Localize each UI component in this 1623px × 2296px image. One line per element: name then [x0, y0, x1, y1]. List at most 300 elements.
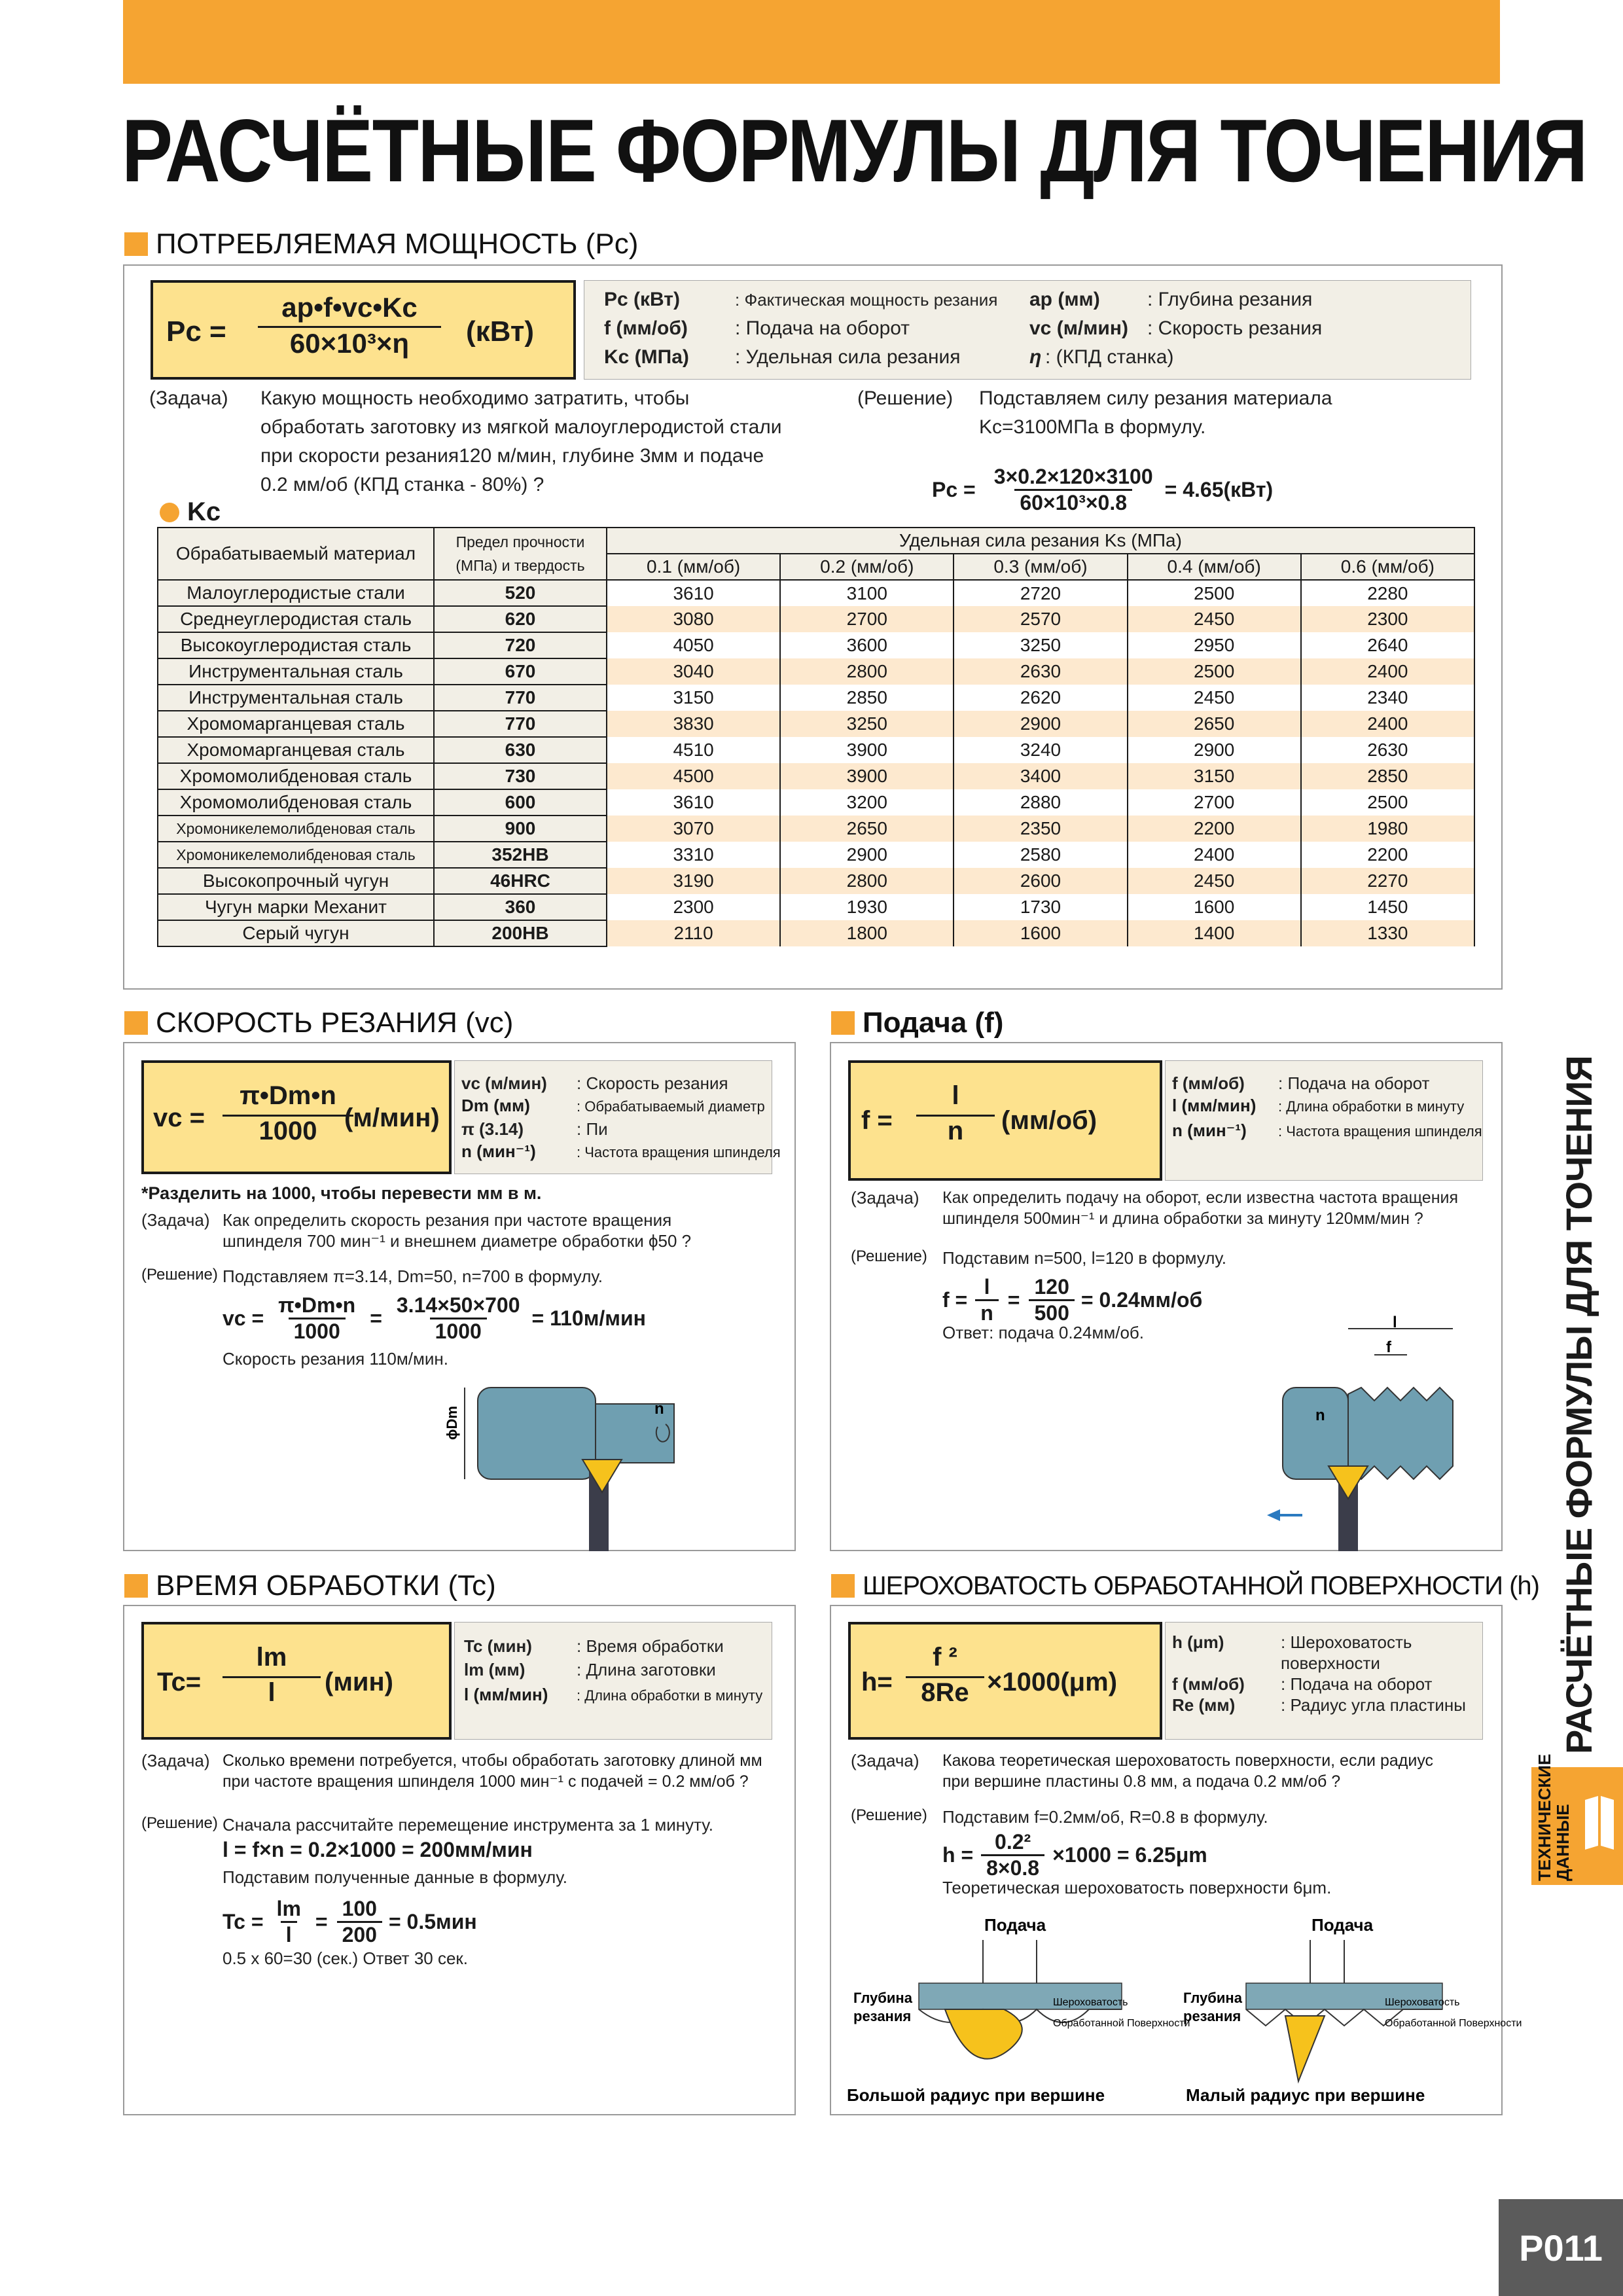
header-feed: 0.3 (мм/об): [954, 554, 1127, 580]
formula-denominator: 1000: [430, 1318, 487, 1344]
time-solution-bold: l = f×n = 0.2×1000 = 200мм/мин: [223, 1838, 533, 1861]
ks-value-cell: 3150: [607, 685, 780, 711]
ks-value-cell: 1600: [1128, 894, 1301, 920]
formula-lhs: Pc =: [166, 315, 226, 348]
legend-symbol: f (мм/об): [604, 317, 688, 339]
legend-desc: : Шероховатость: [1281, 1632, 1412, 1652]
n-label: n: [1315, 1407, 1325, 1424]
ks-value-cell: 2700: [1128, 789, 1301, 816]
legend-desc: : Время обработки: [577, 1636, 724, 1656]
strength-cell: 200HB: [434, 920, 607, 946]
formula-numerator: lm: [256, 1643, 287, 1672]
l-label: l: [1393, 1314, 1397, 1331]
task-line: при вершине пластины 0.8 мм, а подача 0.2 мм/об ?: [942, 1772, 1341, 1791]
section-marker: [124, 1011, 148, 1035]
formula-denominator: 500: [1029, 1299, 1074, 1325]
power-legend: [584, 280, 1471, 380]
formula-denominator: l: [281, 1921, 297, 1947]
depth-label: резания: [853, 2008, 912, 2024]
formula-numerator: 3.14×50×700: [396, 1293, 520, 1317]
task-line: обработать заготовку из мягкой малоуглеродистой стали: [260, 416, 782, 438]
ks-value-cell: 3080: [607, 606, 780, 632]
formula-result: = 4.65(кВт): [1164, 478, 1274, 501]
formula-numerator: l: [984, 1275, 990, 1299]
table-row: [158, 580, 1474, 606]
ks-value-cell: 3900: [780, 737, 954, 763]
section-heading-time: [124, 1570, 496, 1602]
roughness-answer: Теоретическая шероховатость поверхности 6μm.: [942, 1878, 1332, 1897]
feed-label: Подача: [984, 1915, 1046, 1935]
kc-label: [160, 497, 221, 527]
caption-small-radius: Малый радиус при вершине: [1186, 2085, 1425, 2105]
task-line: шпинделя 700 мин⁻¹ и внешнем диаметре обработки ϕ50 ?: [223, 1231, 692, 1251]
solution-label: (Решение): [851, 1247, 927, 1265]
legend-symbol: η: [1029, 346, 1042, 368]
ks-value-cell: 2630: [1301, 737, 1474, 763]
ks-value-cell: 2450: [1128, 685, 1301, 711]
formula-result: = 0.5мин: [388, 1910, 477, 1933]
formula-numerator: 0.2²: [995, 1830, 1031, 1854]
ks-value-cell: 2600: [954, 868, 1127, 894]
strength-cell: 620: [434, 606, 607, 632]
formula-denominator: 1000: [223, 1115, 353, 1146]
side-vertical-title: [1531, 1056, 1623, 1754]
feed-answer: Ответ: подача 0.24мм/об.: [942, 1323, 1145, 1342]
ks-value-cell: 3310: [607, 842, 780, 868]
power-task-text: [260, 386, 849, 497]
section-marker: [831, 1011, 855, 1035]
task-line: 0.2 мм/об (КПД станка - 80%) ?: [260, 474, 544, 495]
side-tab-line: ТЕХНИЧЕСКИЕ: [1535, 1753, 1554, 1881]
ks-value-cell: 2400: [1128, 842, 1301, 868]
ks-value-cell: 3250: [780, 711, 954, 737]
formula-lhs: Tc=: [157, 1668, 202, 1696]
ks-value-cell: 1730: [954, 894, 1127, 920]
legend-desc: : Подача на оборот: [735, 317, 910, 339]
rough-label: Обработанной Поверхности: [1053, 2018, 1190, 2029]
legend-desc: : Обрабатываемый диаметр: [577, 1098, 765, 1115]
task-label: (Задача): [141, 1210, 210, 1230]
formula-result: ×1000 = 6.25μm: [1052, 1843, 1207, 1867]
strength-cell: 630: [434, 737, 607, 763]
formula-result: = 110м/мин: [531, 1306, 646, 1330]
kc-table: [157, 527, 1475, 947]
formula-numerator: π•Dm•n: [278, 1293, 356, 1317]
roughness-legend: [1165, 1622, 1483, 1740]
speed-note: *Разделить на 1000, чтобы перевести мм в м.: [141, 1183, 542, 1203]
formula-denominator: 1000: [289, 1318, 346, 1344]
section-heading-speed: [124, 1007, 513, 1039]
table-row: [158, 763, 1474, 789]
legend-symbol: Dm (мм): [461, 1096, 530, 1115]
material-cell: Среднеуглеродистая сталь: [158, 606, 434, 632]
speed-answer: Скорость резания 110м/мин.: [223, 1349, 448, 1369]
speed-solution-formula: [223, 1293, 646, 1344]
legend-symbol: h (μm): [1172, 1632, 1224, 1652]
time-formula-box: [141, 1622, 452, 1740]
ks-value-cell: 2850: [1301, 763, 1474, 789]
legend-symbol: Kc (МПа): [604, 346, 689, 368]
strength-cell: 352HB: [434, 842, 607, 868]
ks-value-cell: 3070: [607, 816, 780, 842]
legend-desc: : Подача на оборот: [1278, 1073, 1430, 1093]
material-cell: Чугун марки Механит: [158, 894, 434, 920]
ks-value-cell: 2500: [1301, 789, 1474, 816]
formula-unit: (кВт): [466, 315, 535, 348]
formula-numerator: 100: [342, 1897, 377, 1920]
ks-value-cell: 3200: [780, 789, 954, 816]
kc-label-text: Kc: [187, 497, 221, 526]
table-row: [158, 606, 1474, 632]
power-solution-text: [979, 386, 1332, 440]
ks-value-cell: 2900: [954, 711, 1127, 737]
solution-label: (Решение): [141, 1266, 218, 1283]
legend-symbol: l (мм/мин): [464, 1685, 548, 1704]
legend-symbol: vc (м/мин): [1029, 317, 1128, 339]
solution-line: Подставляем π=3.14, Dm=50, n=700 в формулу.: [223, 1266, 603, 1286]
strength-cell: 520: [434, 580, 607, 606]
ks-value-cell: 2400: [1301, 658, 1474, 685]
section-marker: [124, 1574, 148, 1598]
legend-desc: поверхности: [1281, 1653, 1380, 1673]
strength-cell: 770: [434, 711, 607, 737]
feed-solution-formula: [942, 1275, 1202, 1325]
ks-value-cell: 2580: [954, 842, 1127, 868]
rough-label: Обработанной Поверхности: [1385, 2018, 1522, 2029]
section-heading-power: [124, 228, 638, 260]
ks-value-cell: 3100: [780, 580, 954, 606]
ks-value-cell: 3600: [780, 632, 954, 658]
vertical-title-text: РАСЧЁТНЫЕ ФОРМУЛЫ ДЛЯ ТОЧЕНИЯ: [1558, 1056, 1599, 1754]
task-label: (Задача): [149, 387, 228, 409]
caption-large-radius: Большой радиус при вершине: [847, 2085, 1105, 2105]
ks-value-cell: 3900: [780, 763, 954, 789]
ks-value-cell: 4050: [607, 632, 780, 658]
formula-eq: =: [1007, 1288, 1020, 1312]
roughness-task-text: [942, 1750, 1433, 1792]
small-radius-insert-icon: [1285, 2016, 1325, 2081]
speed-legend: [454, 1060, 781, 1174]
f-label: f: [1386, 1338, 1391, 1356]
ks-value-cell: 2200: [1128, 816, 1301, 842]
solution-label: (Решение): [857, 387, 954, 409]
ks-value-cell: 2450: [1128, 606, 1301, 632]
formula-lhs: vc =: [153, 1103, 205, 1132]
legend-symbol: Re (мм): [1172, 1695, 1236, 1715]
kc-table-body: [158, 580, 1474, 946]
material-cell: Хромомарганцевая сталь: [158, 711, 434, 737]
table-row: [158, 632, 1474, 658]
legend-symbol: vc (м/мин): [461, 1073, 547, 1093]
formula-unit: ×1000(μm): [987, 1668, 1118, 1696]
ks-value-cell: 2640: [1301, 632, 1474, 658]
formula-denominator: 60×10³×0.8: [1014, 489, 1132, 515]
ks-value-cell: 2200: [1301, 842, 1474, 868]
ks-value-cell: 2450: [1128, 868, 1301, 894]
side-tab-line: ДАННЫЕ: [1553, 1804, 1573, 1881]
strength-cell: 360: [434, 894, 607, 920]
solution-label: (Решение): [141, 1814, 218, 1832]
turning-diagram: [425, 1368, 713, 1551]
section-heading-roughness: [831, 1570, 1539, 1602]
formula-denominator: n: [975, 1299, 999, 1325]
roughness-diagrams: [840, 1911, 1522, 2108]
table-row: [158, 842, 1474, 868]
legend-symbol: Tc (мин): [464, 1636, 532, 1656]
formula-unit: (мин): [325, 1668, 393, 1696]
header-group: Удельная сила резания Ks (МПа): [607, 528, 1474, 554]
material-cell: Хромомолибденовая сталь: [158, 789, 434, 816]
table-row: [158, 685, 1474, 711]
formula-denominator: 8Re: [906, 1676, 984, 1708]
task-line: Как определить подачу на оборот, если известна частота вращения: [942, 1189, 1459, 1207]
ks-value-cell: 2850: [780, 685, 954, 711]
material-cell: Хромомолибденовая сталь: [158, 763, 434, 789]
ks-value-cell: 2900: [780, 842, 954, 868]
roughness-formula-box: [848, 1622, 1162, 1740]
material-cell: Хромомарганцевая сталь: [158, 737, 434, 763]
ks-value-cell: 2350: [954, 816, 1127, 842]
task-line: при частоте вращения шпинделя 1000 мин⁻¹ с подачей = 0.2 мм/об ?: [223, 1772, 749, 1791]
formula-numerator: l: [952, 1081, 959, 1110]
bullet-dot-icon: [160, 503, 179, 522]
material-cell: Высокоуглеродистая сталь: [158, 632, 434, 658]
legend-desc: : Фактическая мощность резания: [735, 290, 998, 310]
table-row: [158, 894, 1474, 920]
legend-symbol: f (мм/об): [1172, 1674, 1245, 1694]
ks-value-cell: 2650: [780, 816, 954, 842]
formula-eq: =: [315, 1910, 328, 1933]
ks-value-cell: 2700: [780, 606, 954, 632]
heading-text: ШЕРОХОВАТОСТЬ ОБРАБОТАННОЙ ПОВЕРХНОСТИ (h): [863, 1571, 1539, 1600]
legend-desc: : Длина обработки в минуту: [577, 1687, 763, 1704]
legend-desc: : Глубина резания: [1147, 289, 1313, 310]
ks-value-cell: 2280: [1301, 580, 1474, 606]
ks-value-cell: 2950: [1128, 632, 1301, 658]
table-row: [158, 920, 1474, 946]
ks-value-cell: 4500: [607, 763, 780, 789]
legend-desc: : Подача на оборот: [1281, 1674, 1433, 1694]
solution-line: Подставляем силу резания материала: [979, 387, 1332, 409]
formula-lhs: Tc =: [223, 1910, 264, 1933]
ks-value-cell: 2900: [1128, 737, 1301, 763]
formula-lhs: vc =: [223, 1306, 264, 1330]
legend-symbol: n (мин⁻¹): [461, 1141, 536, 1161]
formula-lhs: Pc =: [932, 478, 976, 501]
material-cell: Высокопрочный чугун: [158, 868, 434, 894]
legend-desc: : Пи: [577, 1119, 608, 1139]
strength-cell: 730: [434, 763, 607, 789]
dm-label: ϕDm: [444, 1406, 460, 1440]
formula-denominator: n: [916, 1115, 995, 1146]
solution-line: Подставим полученные данные в формулу.: [223, 1867, 567, 1887]
ks-value-cell: 1980: [1301, 816, 1474, 842]
formula-unit: (мм/об): [1001, 1106, 1097, 1135]
power-solution-formula: [932, 465, 1273, 515]
heading-text: Подача (f): [863, 1007, 1004, 1039]
ks-value-cell: 2300: [1301, 606, 1474, 632]
header-material: Обрабатываемый материал: [158, 528, 434, 580]
ks-value-cell: 2800: [780, 868, 954, 894]
strength-cell: 720: [434, 632, 607, 658]
ks-value-cell: 3240: [954, 737, 1127, 763]
ks-value-cell: 3400: [954, 763, 1127, 789]
solution-line: Подставим n=500, l=120 в формулу.: [942, 1248, 1227, 1268]
strength-cell: 600: [434, 789, 607, 816]
ks-value-cell: 2650: [1128, 711, 1301, 737]
formula-denominator: l: [223, 1676, 321, 1708]
solution-line: Сначала рассчитайте перемещение инструмента за 1 минуту.: [223, 1815, 713, 1835]
solution-label: (Решение): [851, 1806, 927, 1824]
header-bar: [123, 0, 1500, 84]
workpiece-body: [478, 1388, 596, 1479]
ks-value-cell: 4510: [607, 737, 780, 763]
task-line: при скорости резания120 м/мин, глубине 3мм и подаче: [260, 445, 764, 467]
ks-value-cell: 3830: [607, 711, 780, 737]
formula-denominator: 8×0.8: [981, 1854, 1044, 1880]
formula-numerator: 3×0.2×120×3100: [993, 465, 1153, 488]
ks-value-cell: 1930: [780, 894, 954, 920]
ks-value-cell: 2630: [954, 658, 1127, 685]
task-line: Какую мощность необходимо затратить, чтобы: [260, 387, 690, 409]
heading-text: СКОРОСТЬ РЕЗАНИЯ (vc): [156, 1007, 514, 1039]
ks-value-cell: 2110: [607, 920, 780, 946]
ks-value-cell: 2800: [780, 658, 954, 685]
legend-desc: : Скорость резания: [577, 1073, 728, 1093]
formula-lhs: h =: [942, 1843, 974, 1867]
table-row: [158, 868, 1474, 894]
rough-label: Шероховатость: [1385, 1997, 1460, 2008]
header-feed: 0.1 (мм/об): [607, 554, 780, 580]
page-title: РАСЧЁТНЫЕ ФОРМУЛЫ ДЛЯ ТОЧЕНИЯ: [122, 101, 1587, 200]
legend-desc: : Длина заготовки: [577, 1660, 716, 1679]
ks-value-cell: 3610: [607, 580, 780, 606]
time-task-text: [223, 1750, 762, 1792]
page-number: P011: [1499, 2199, 1623, 2296]
table-row: [158, 658, 1474, 685]
ks-value-cell: 3610: [607, 789, 780, 816]
material-cell: Хромоникелемолибденовая сталь: [158, 816, 434, 842]
ks-value-cell: 3190: [607, 868, 780, 894]
formula-numerator: lm: [276, 1897, 301, 1920]
book-icon: [1581, 1793, 1618, 1852]
legend-symbol: Pc (кВт): [604, 289, 680, 310]
solution-line: Kc=3100МПа в формулу.: [979, 416, 1206, 438]
section-heading-feed: [831, 1007, 1003, 1039]
formula-denominator: 200: [337, 1921, 382, 1947]
task-line: Какова теоретическая шероховатость поверхности, если радиус: [942, 1751, 1434, 1770]
ks-value-cell: 3250: [954, 632, 1127, 658]
depth-label: резания: [1183, 2008, 1241, 2024]
strength-cell: 670: [434, 658, 607, 685]
feed-label: Подача: [1311, 1915, 1374, 1935]
legend-symbol: l (мм/мин): [1172, 1096, 1257, 1115]
ks-value-cell: 1400: [1128, 920, 1301, 946]
formula-lhs: h=: [861, 1668, 893, 1696]
section-marker: [831, 1574, 855, 1598]
legend-symbol: ap (мм): [1029, 289, 1100, 310]
formula-numerator: ap•f•vc•Kc: [281, 292, 418, 323]
material-cell: Малоуглеродистые стали: [158, 580, 434, 606]
solution-line: Подставим f=0.2мм/об, R=0.8 в формулу.: [942, 1807, 1268, 1827]
ks-value-cell: 1450: [1301, 894, 1474, 920]
ks-value-cell: 2880: [954, 789, 1127, 816]
ks-value-cell: 1600: [954, 920, 1127, 946]
formula-unit: (м/мин): [344, 1103, 440, 1132]
speed-formula-box: [141, 1060, 452, 1174]
time-solution-formula: [223, 1897, 477, 1947]
time-answer: 0.5 x 60=30 (сек.) Ответ 30 сек.: [223, 1948, 469, 1968]
table-row: [158, 789, 1474, 816]
formula-numerator: π•Dm•n: [240, 1081, 336, 1110]
legend-symbol: π (3.14): [461, 1119, 524, 1139]
header-feed: 0.6 (мм/об): [1301, 554, 1474, 580]
ks-value-cell: 2720: [954, 580, 1127, 606]
task-line: шпинделя 500мин⁻¹ и длина обработки за минуту 120мм/мин ?: [942, 1210, 1423, 1228]
task-label: (Задача): [851, 1188, 919, 1208]
ks-value-cell: 3040: [607, 658, 780, 685]
task-label: (Задача): [141, 1751, 210, 1770]
legend-symbol: lm (мм): [464, 1660, 526, 1679]
heading-text: ВРЕМЯ ОБРАБОТКИ (Tc): [156, 1570, 496, 1602]
ks-value-cell: 2270: [1301, 868, 1474, 894]
header-feed: 0.4 (мм/об): [1128, 554, 1301, 580]
material-cell: Инструментальная сталь: [158, 658, 434, 685]
formula-numerator: 120: [1034, 1275, 1069, 1299]
formula-eq: =: [370, 1306, 382, 1330]
arrow-head-icon: [1267, 1509, 1280, 1521]
feed-legend: [1165, 1060, 1483, 1181]
ks-value-cell: 1330: [1301, 920, 1474, 946]
ks-value-cell: 2300: [607, 894, 780, 920]
table-row: [158, 711, 1474, 737]
material-cell: Серый чугун: [158, 920, 434, 946]
legend-desc: : Длина обработки в минуту: [1278, 1098, 1465, 1115]
roughness-solution-formula: [942, 1830, 1207, 1880]
large-radius-insert-icon: [945, 2009, 1022, 2059]
side-tab: [1531, 1753, 1623, 1885]
legend-desc: : Удельная сила резания: [735, 346, 961, 368]
task-label: (Задача): [851, 1751, 919, 1770]
formula-denominator: 60×10³×η: [258, 326, 441, 359]
ks-value-cell: 2570: [954, 606, 1127, 632]
ks-value-cell: 2340: [1301, 685, 1474, 711]
ks-value-cell: 2400: [1301, 711, 1474, 737]
feed-formula-box: [848, 1060, 1162, 1181]
legend-desc: : Скорость резания: [1147, 317, 1323, 339]
material-cell: Хромоникелемолибденовая сталь: [158, 842, 434, 868]
time-legend: [454, 1622, 772, 1740]
header-feed: 0.2 (мм/об): [780, 554, 954, 580]
header-strength: Предел прочности (МПа) и твердость: [434, 528, 607, 580]
legend-symbol: n (мин⁻¹): [1172, 1121, 1247, 1140]
legend-desc: : (КПД станка): [1045, 346, 1174, 368]
ks-value-cell: 2500: [1128, 658, 1301, 685]
table-row: [158, 737, 1474, 763]
strength-cell: 46HRC: [434, 868, 607, 894]
task-line: Сколько времени потребуется, чтобы обработать заготовку длиной мм: [223, 1751, 762, 1770]
section-marker: [124, 232, 148, 256]
formula-lhs: f =: [942, 1288, 968, 1312]
power-formula-box: [151, 280, 576, 380]
material-cell: Инструментальная сталь: [158, 685, 434, 711]
feed-task-text: [942, 1187, 1458, 1229]
legend-desc: : Частота вращения шпинделя: [1278, 1123, 1482, 1139]
strength-cell: 770: [434, 685, 607, 711]
legend-desc: : Радиус угла пластины: [1281, 1695, 1466, 1715]
strength-cell: 900: [434, 816, 607, 842]
ks-value-cell: 2620: [954, 685, 1127, 711]
